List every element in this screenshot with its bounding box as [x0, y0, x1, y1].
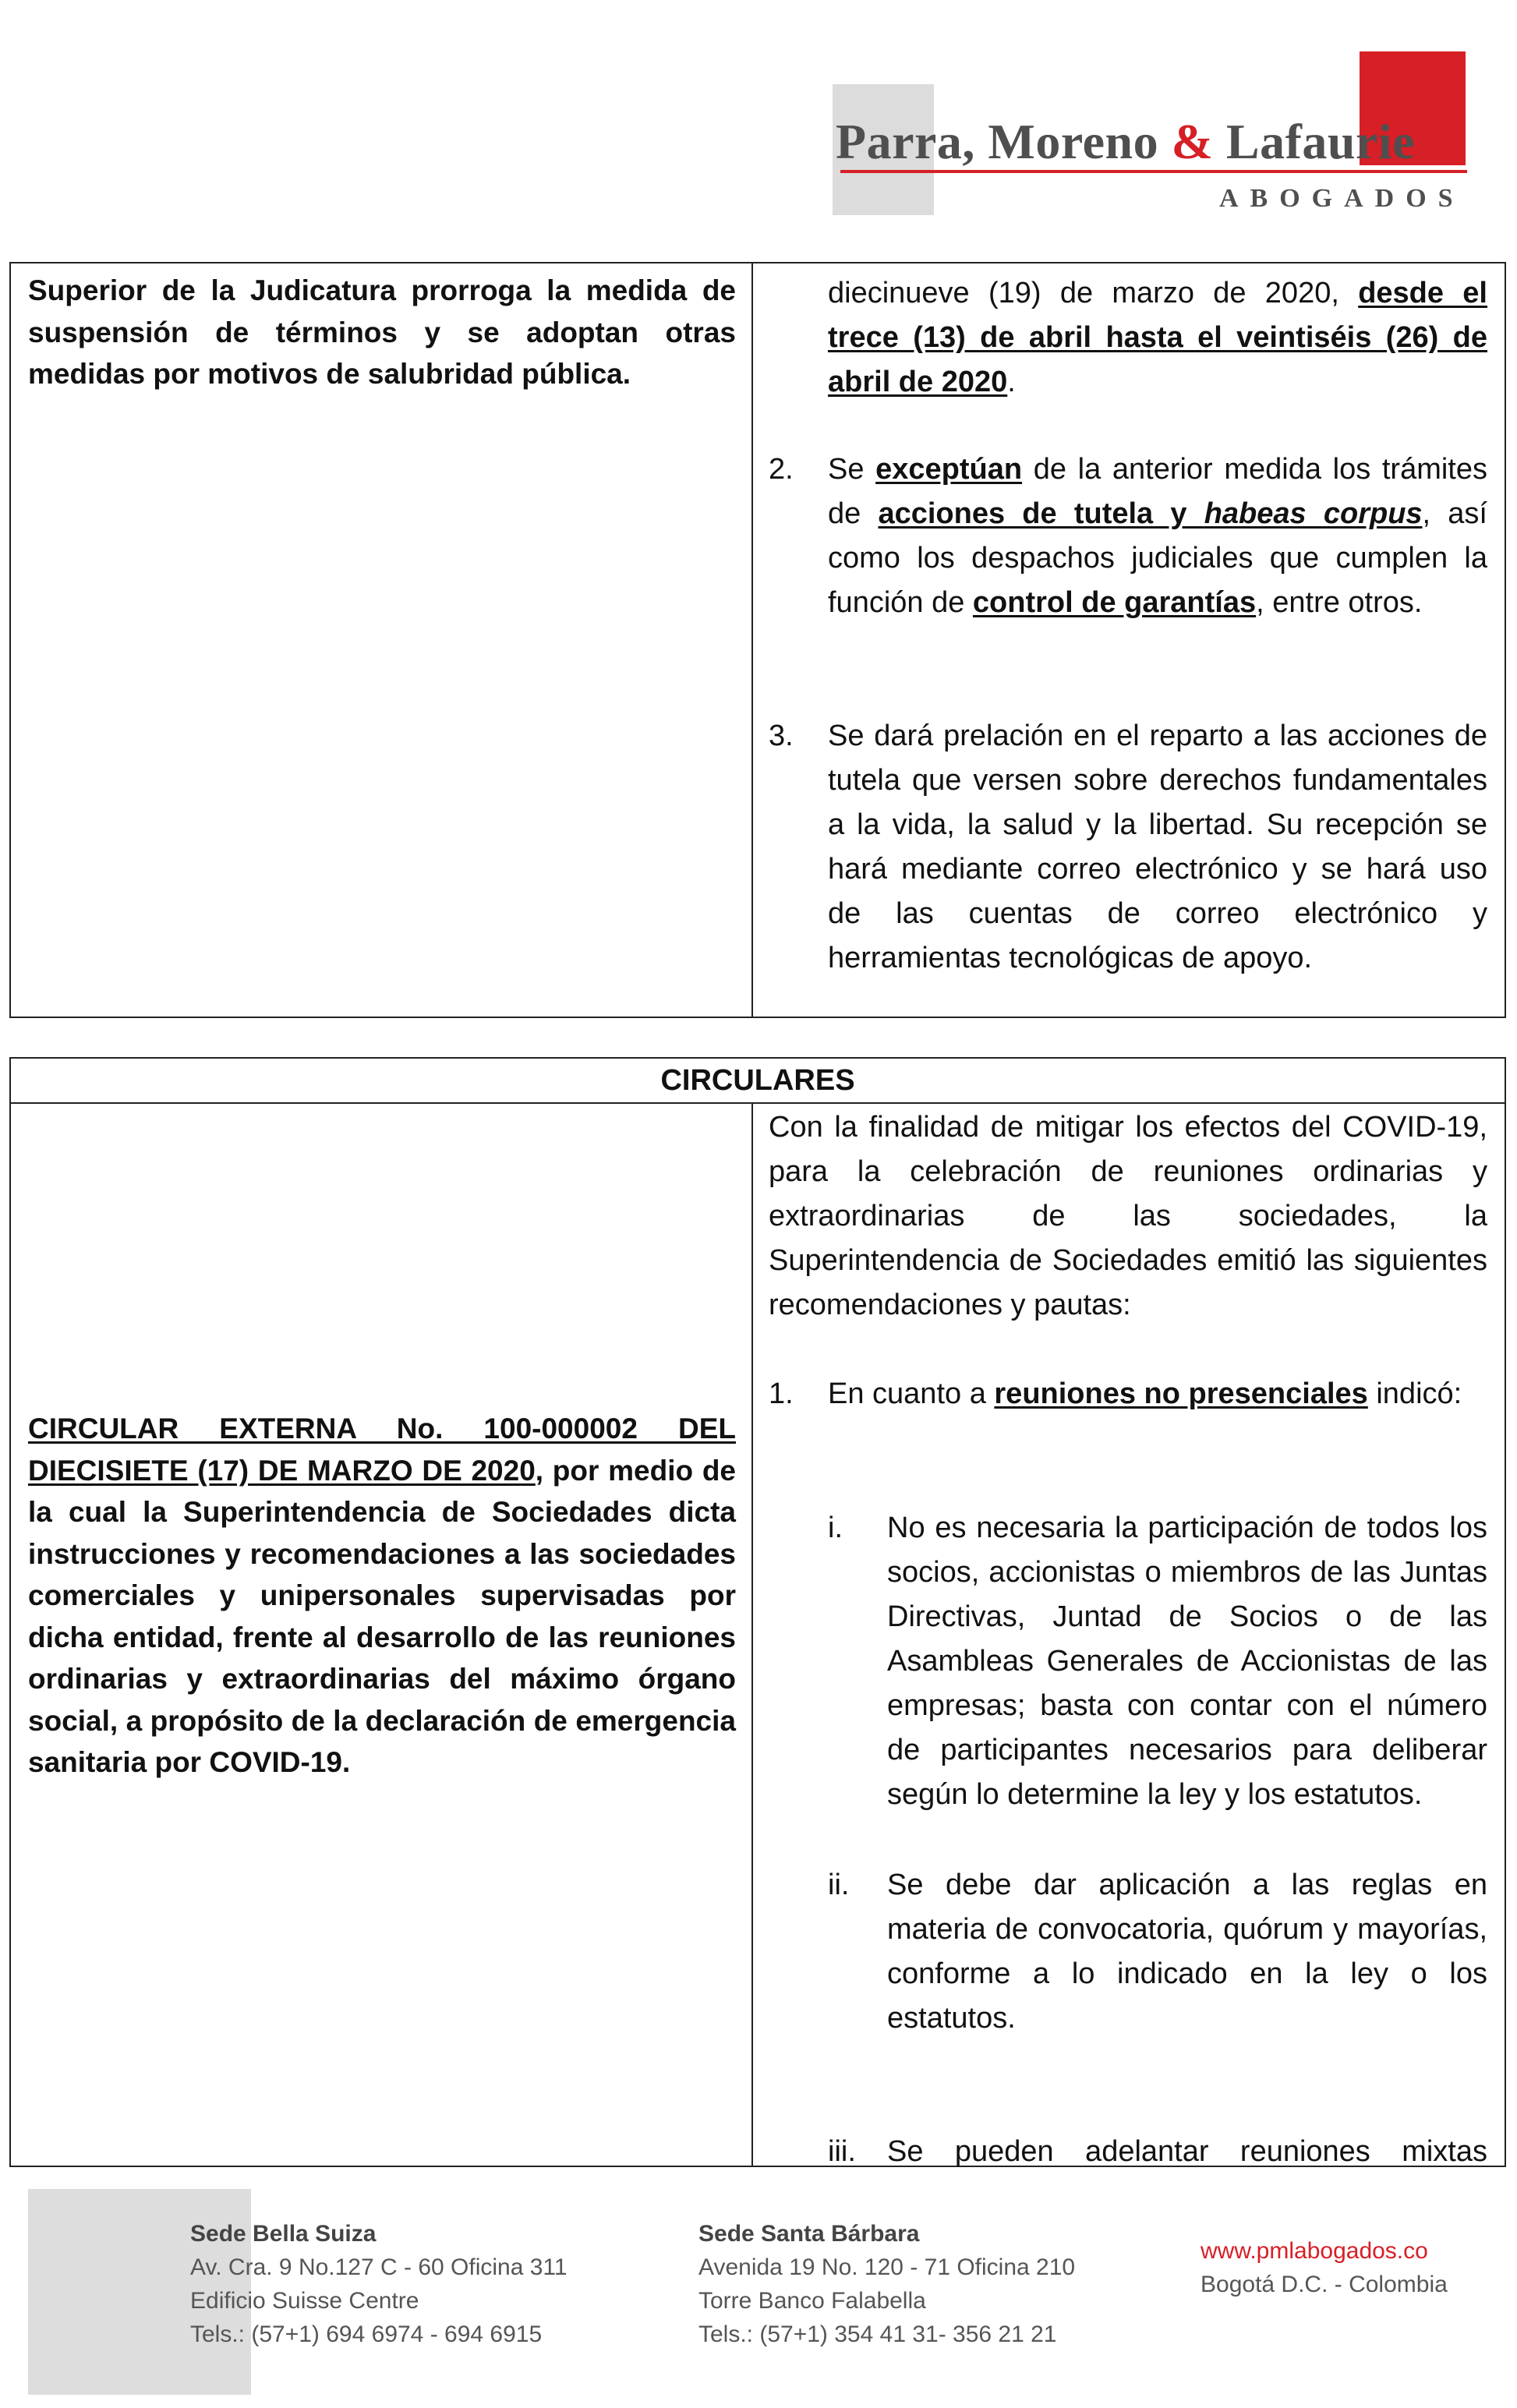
- website-link[interactable]: www.pmlabogados.co: [1201, 2238, 1428, 2264]
- heading-divider: [11, 1102, 1505, 1104]
- logo-firm-name: Parra, Moreno & Lafaurie: [836, 114, 1416, 169]
- logo-subtitle: ABOGADOS: [1219, 184, 1465, 213]
- circulares-table: CIRCULARES CIRCULAR EXTERNA No. 100-000002 DEL DIECISIETE (17) DE MARZO DE 2020, por medio de la cual la Superintendencia de Sociedades dicta instrucciones y recomendaciones a las sociedades comerciales y unipersonales supervisadas por dicha entidad, frente al desarrollo de las reuniones ordinarias y extraordinarias del máximo órgano social, a propósito de la declaración de emergencia sanitaria por COVID-19. Con la finalidad de mitigar los efectos del COVID-19, para la celebración de reuniones ordinarias y extraordinarias de las sociedades, la Superintendencia de Sociedades emitió las siguientes recomendaciones y pautas: 1. En cuanto a reuniones no presenciales indicó: i. No es necesaria la participación de todos los socios, accionistas o miembros de las Juntas Directivas, Juntad de Socios o de las Asambleas Generales de Accionistas de las empresas; basta con contar con el número de participantes necesarios para deliberar según lo determine la ley y los estatutos. ii. Se debe dar aplicación a las reglas en materia de convocatoria, quórum y mayorías, conforme a lo indicado en la ley o los estatutos. iii. Se pueden adelantar reuniones mixtas: [9, 1057, 1506, 2167]
- firm-logo: [833, 51, 1472, 223]
- column-divider: [751, 1104, 753, 2166]
- decree-table: Superior de la Judicatura prorroga la medida de suspensión de términos y se adoptan otras medidas por motivos de salubridad pública. diecinueve (19) de marzo de 2020, desde el trece (13) de abril hasta el veintiséis (26) de abril de 2020. 2. Se exceptúan de la anterior medida los trámites de acciones de tutela y habeas corpus, así como los despachos judiciales que cumplen la función de control de garantías, entre otros. 3. Se dará prelación en el reparto a las acciones de tutela que versen sobre derechos fundamentales a la vida, la salud y la libertad. Su recepción se hará mediante correo electrónico y se hará uso de las cuentas de correo electrónico y herramientas tecnológicas de apoyo.: [9, 262, 1506, 1018]
- column-divider: [751, 263, 753, 1017]
- office-santa-barbara: Sede Santa Bárbara Avenida 19 No. 120 - 71 Oficina 210 Torre Banco Falabella Tels.: (57+1) 354 41 31- 356 21 21: [698, 2221, 1076, 2347]
- logo-red-rule: [840, 170, 1467, 173]
- section-heading: CIRCULARES: [660, 1064, 855, 1097]
- circular-description: CIRCULAR EXTERNA No. 100-000002 DEL DIECISIETE (17) DE MARZO DE 2020, por medio de la cual la Superintendencia de Sociedades dicta instrucciones y recomendaciones a las sociedades comerciales y unipersonales supervisadas por dicha entidad, frente al desarrollo de las reuniones ordinarias y extraordinarias del máximo órgano social, a propósito de la declaración de emergencia sanitaria por COVID-19.: [28, 1413, 737, 1778]
- city-label: Bogotá D.C. - Colombia: [1201, 2272, 1448, 2297]
- footer-contact: [1201, 2234, 1448, 2301]
- decree-description: Superior de la Judicatura prorroga la medida de suspensión de términos y se adoptan otras medidas por motivos de salubridad pública.: [28, 274, 736, 390]
- office-bella-suiza: Sede Bella Suiza Av. Cra. 9 No.127 C - 60 Oficina 311 Edificio Suisse Centre Tels.: (57+1) 694 6974 - 694 6915: [190, 2221, 568, 2347]
- previous-item-continuation: diecinueve (19) de marzo de 2020, desde el trece (13) de abril hasta el veintiséis (26) de abril de 2020.: [828, 277, 1487, 398]
- circular-intro: Con la finalidad de mitigar los efectos del COVID-19, para la celebración de reuniones ordinarias y extraordinarias de las sociedades, la Superintendencia de Sociedades emitió las siguientes recomendaciones y pautas:: [769, 1111, 1487, 1321]
